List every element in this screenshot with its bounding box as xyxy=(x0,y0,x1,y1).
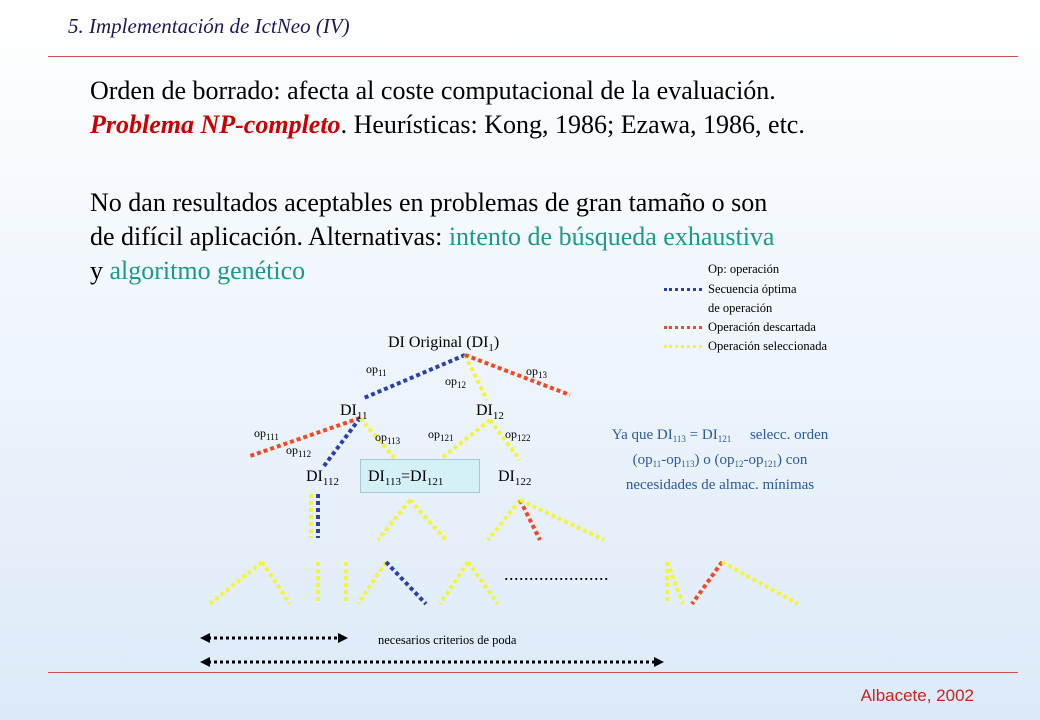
node-di122: $DI_{122}$ xyxy=(498,468,532,488)
legend-title: Op: operación xyxy=(708,262,780,276)
legend-label-discarded: Operación descartada xyxy=(708,320,816,334)
label-op12: $op_{12}$ xyxy=(445,374,466,390)
edge-op12 xyxy=(465,355,487,400)
np-complete-emphasis: Problema NP-completo xyxy=(90,110,341,139)
footer-text: Albacete, 2002 xyxy=(860,686,974,705)
note-line: Ya que $DI_{113} = DI_{121}$ selecc. orden xyxy=(611,427,829,444)
edge-l3 xyxy=(488,500,520,540)
edge-l4 xyxy=(692,562,722,604)
heuristics-text: . Heurísticas: Kong, 1986; Ezawa, 1986, etc. xyxy=(340,110,805,139)
edge-l4 xyxy=(667,562,683,604)
edge-l3 xyxy=(410,500,446,540)
node-root: DI Original $(DI_1)$ xyxy=(388,334,500,354)
legend-label-optimal-cont: de operación xyxy=(708,301,773,315)
exhaustive-search-link-text: intento de búsqueda exhaustiva xyxy=(448,222,775,251)
paragraph-line: No dan resultados aceptables en problemas de gran tamaño o son xyxy=(90,188,768,217)
edge-l4 xyxy=(722,562,798,604)
note-line: $(op_{11}-op_{113})$ o $(op_{12}-op_{121})$ con xyxy=(632,452,808,469)
node-di113-di121: $DI_{113}=DI_{121}$ xyxy=(368,468,444,488)
edge-l4 xyxy=(440,562,468,604)
label-op113: $op_{113}$ xyxy=(375,430,401,446)
edge-l3 xyxy=(520,500,604,540)
arrowhead-right xyxy=(654,657,664,667)
paragraph-text: de difícil aplicación. Alternativas: xyxy=(90,222,449,251)
node-di11: $DI_{11}$ xyxy=(340,402,368,422)
legend-label-optimal: Secuencia óptima xyxy=(708,282,797,296)
paragraph-line: Orden de borrado: afecta al coste computacional de la evaluación. xyxy=(90,76,776,105)
arrowhead-right xyxy=(338,633,348,643)
label-op111: $op_{111}$ xyxy=(254,426,279,442)
slide-header-title: 5. Implementación de IctNeo (IV) xyxy=(68,14,350,38)
edge-l4 xyxy=(210,562,262,604)
node-di12: $DI_{12}$ xyxy=(476,402,504,422)
tree-ellipsis: ..................... xyxy=(504,564,609,584)
edge-l4 xyxy=(468,562,498,604)
label-op11: $op_{11}$ xyxy=(366,362,387,378)
edge-l4 xyxy=(262,562,290,604)
edge-l3 xyxy=(378,500,410,540)
arrowhead-left xyxy=(200,633,210,643)
pruning-criteria-label: necesarios criterios de poda xyxy=(378,633,517,647)
label-op13: $op_{13}$ xyxy=(526,364,547,380)
edge-op112 xyxy=(324,418,360,466)
edge-l4 xyxy=(386,562,426,604)
edge-l4 xyxy=(358,562,386,604)
label-op112: $op_{112}$ xyxy=(286,443,312,459)
arrowhead-left xyxy=(200,657,210,667)
note-line: necesidades de almac. mínimas xyxy=(625,477,815,493)
paragraph-text: y xyxy=(90,256,110,285)
footer-divider xyxy=(48,672,1018,673)
label-op122: $op_{122}$ xyxy=(505,427,531,443)
genetic-algorithm-text: algoritmo genético xyxy=(109,256,306,285)
selection-note xyxy=(570,425,870,496)
node-di112: $DI_{112}$ xyxy=(306,468,339,488)
label-op121: $op_{121}$ xyxy=(428,427,454,443)
legend-label-selected: Operación seleccionada xyxy=(708,339,828,353)
